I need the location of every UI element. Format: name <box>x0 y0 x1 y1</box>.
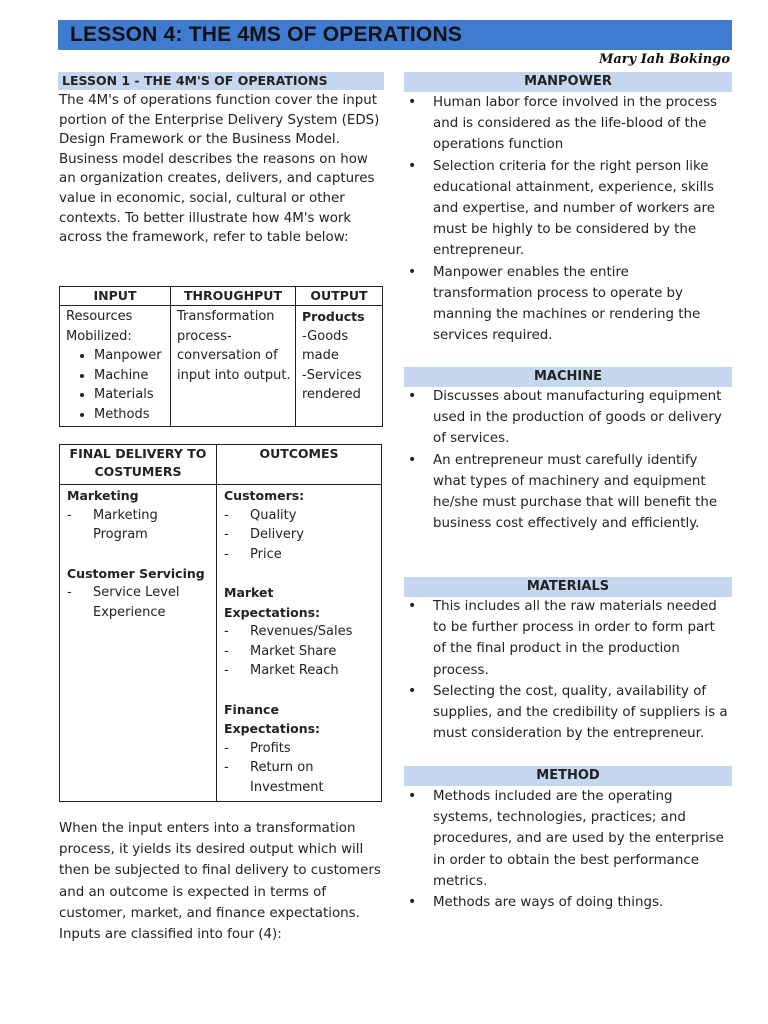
table-row <box>60 306 383 427</box>
servicing-label: Customer Servicing <box>67 565 205 581</box>
list-item: • Methods included are the operating systems, technologies, practices; and procedures, and are used by the enterprise in order to obtain the best performance metrics. <box>404 786 732 892</box>
input-list <box>66 346 167 424</box>
method-list <box>404 786 732 913</box>
list-item: - Service Level Experience <box>67 585 180 620</box>
market-label: Market Expectations: <box>224 585 321 620</box>
list-item: - Price <box>224 546 282 562</box>
throughput-cell: Transformation process-conversation of input into output. <box>171 306 296 427</box>
list-item: • Machine <box>94 366 167 386</box>
list-item: • Discusses about manufacturing equipment used in the production of goods or delivery of services. <box>404 386 732 450</box>
framework-table <box>59 286 383 427</box>
method-heading: METHOD <box>404 766 732 786</box>
list-item: - Marketing Program <box>67 507 158 542</box>
customers-label: Customers: <box>224 488 305 503</box>
list-item: • Human labor force involved in the process and is considered as the life-blood of the operations function <box>404 92 732 156</box>
list-item: • Manpower enables the entire transformation process to operate by manning the machines or rendering the services required. <box>404 262 732 347</box>
table-header: OUTCOMES <box>217 445 382 485</box>
machine-heading: MACHINE <box>404 367 732 387</box>
list-item: • Materials <box>94 385 167 405</box>
manpower-heading: MANPOWER <box>404 72 732 92</box>
list-item: - Revenues/Sales <box>224 624 353 639</box>
table-row <box>60 485 382 802</box>
materials-list <box>404 596 732 744</box>
input-label: Resources Mobilized: <box>66 309 133 344</box>
table-header-row <box>60 287 383 306</box>
outcomes-cell <box>217 485 382 802</box>
table-header: OUTPUT <box>296 287 383 306</box>
table-header: THROUGHPUT <box>171 287 296 306</box>
machine-list <box>404 386 732 534</box>
intro-paragraph: The 4M's of operations function cover the input portion of the Enterprise Delivery System (EDS) Design Framework or the Business Model. Business model describes the reasons on how an organization creates, delivers, and captures value in economic, social, cultural or other contexts. To better illustrate how 4M's work across the framework, refer to table below: <box>59 93 380 246</box>
list-item: - Market Reach <box>224 663 339 678</box>
page-title: LESSON 4: THE 4MS OF OPERATIONS <box>58 20 732 50</box>
delivery-outcomes-table <box>59 444 382 802</box>
marketing-label: Marketing <box>67 488 139 503</box>
table-header-row <box>60 445 382 485</box>
list-item: - Quality <box>224 507 297 523</box>
list-item: - Return on Investment <box>224 760 324 795</box>
outro-paragraph: When the input enters into a transformation process, it yields its desired output which will then be subjected to final delivery to customers and an outcome is expected in terms of customer, market, and finance expectations. Inputs are classified into four (4): <box>59 821 381 943</box>
list-item: • Methods <box>94 405 167 425</box>
author-signature: Mary Iah Bokingo <box>598 52 730 67</box>
lesson-heading: LESSON 1 - THE 4M'S OF OPERATIONS <box>58 72 384 90</box>
list-item: - Market Share <box>224 643 337 659</box>
table-header: INPUT <box>60 287 171 306</box>
input-cell <box>60 306 171 427</box>
list-item: • Selecting the cost, quality, availability of supplies, and the credibility of suppliers is a must consideration by the entrepreneur. <box>404 681 732 745</box>
list-item: - Delivery <box>224 527 304 542</box>
list-item: • An entrepreneur must carefully identify what types of machinery and equipment he/she must purchase that will benefit the business cost effectively and efficiently. <box>404 450 732 535</box>
list-item: • Methods are ways of doing things. <box>404 892 732 913</box>
list-item: - Profits <box>224 740 291 756</box>
table-header: FINAL DELIVERY TO COSTUMERS <box>60 445 217 485</box>
delivery-cell <box>60 485 217 802</box>
manpower-list <box>404 92 732 346</box>
list-item: • Selection criteria for the right person like educational attainment, experience, skills and expertise, and number of workers are must be highly to be considered by the entrepreneur. <box>404 156 732 262</box>
output-label: Products <box>302 309 365 324</box>
list-item: -Goods made <box>302 328 349 363</box>
finance-label: Finance Expectations: <box>224 701 321 736</box>
list-item: -Services rendered <box>302 367 362 402</box>
list-item: • Manpower <box>94 346 167 366</box>
list-item: • This includes all the raw materials needed to be further process in order to form part of the final product in the production process. <box>404 596 732 681</box>
output-cell <box>296 306 383 427</box>
materials-heading: MATERIALS <box>404 577 732 597</box>
